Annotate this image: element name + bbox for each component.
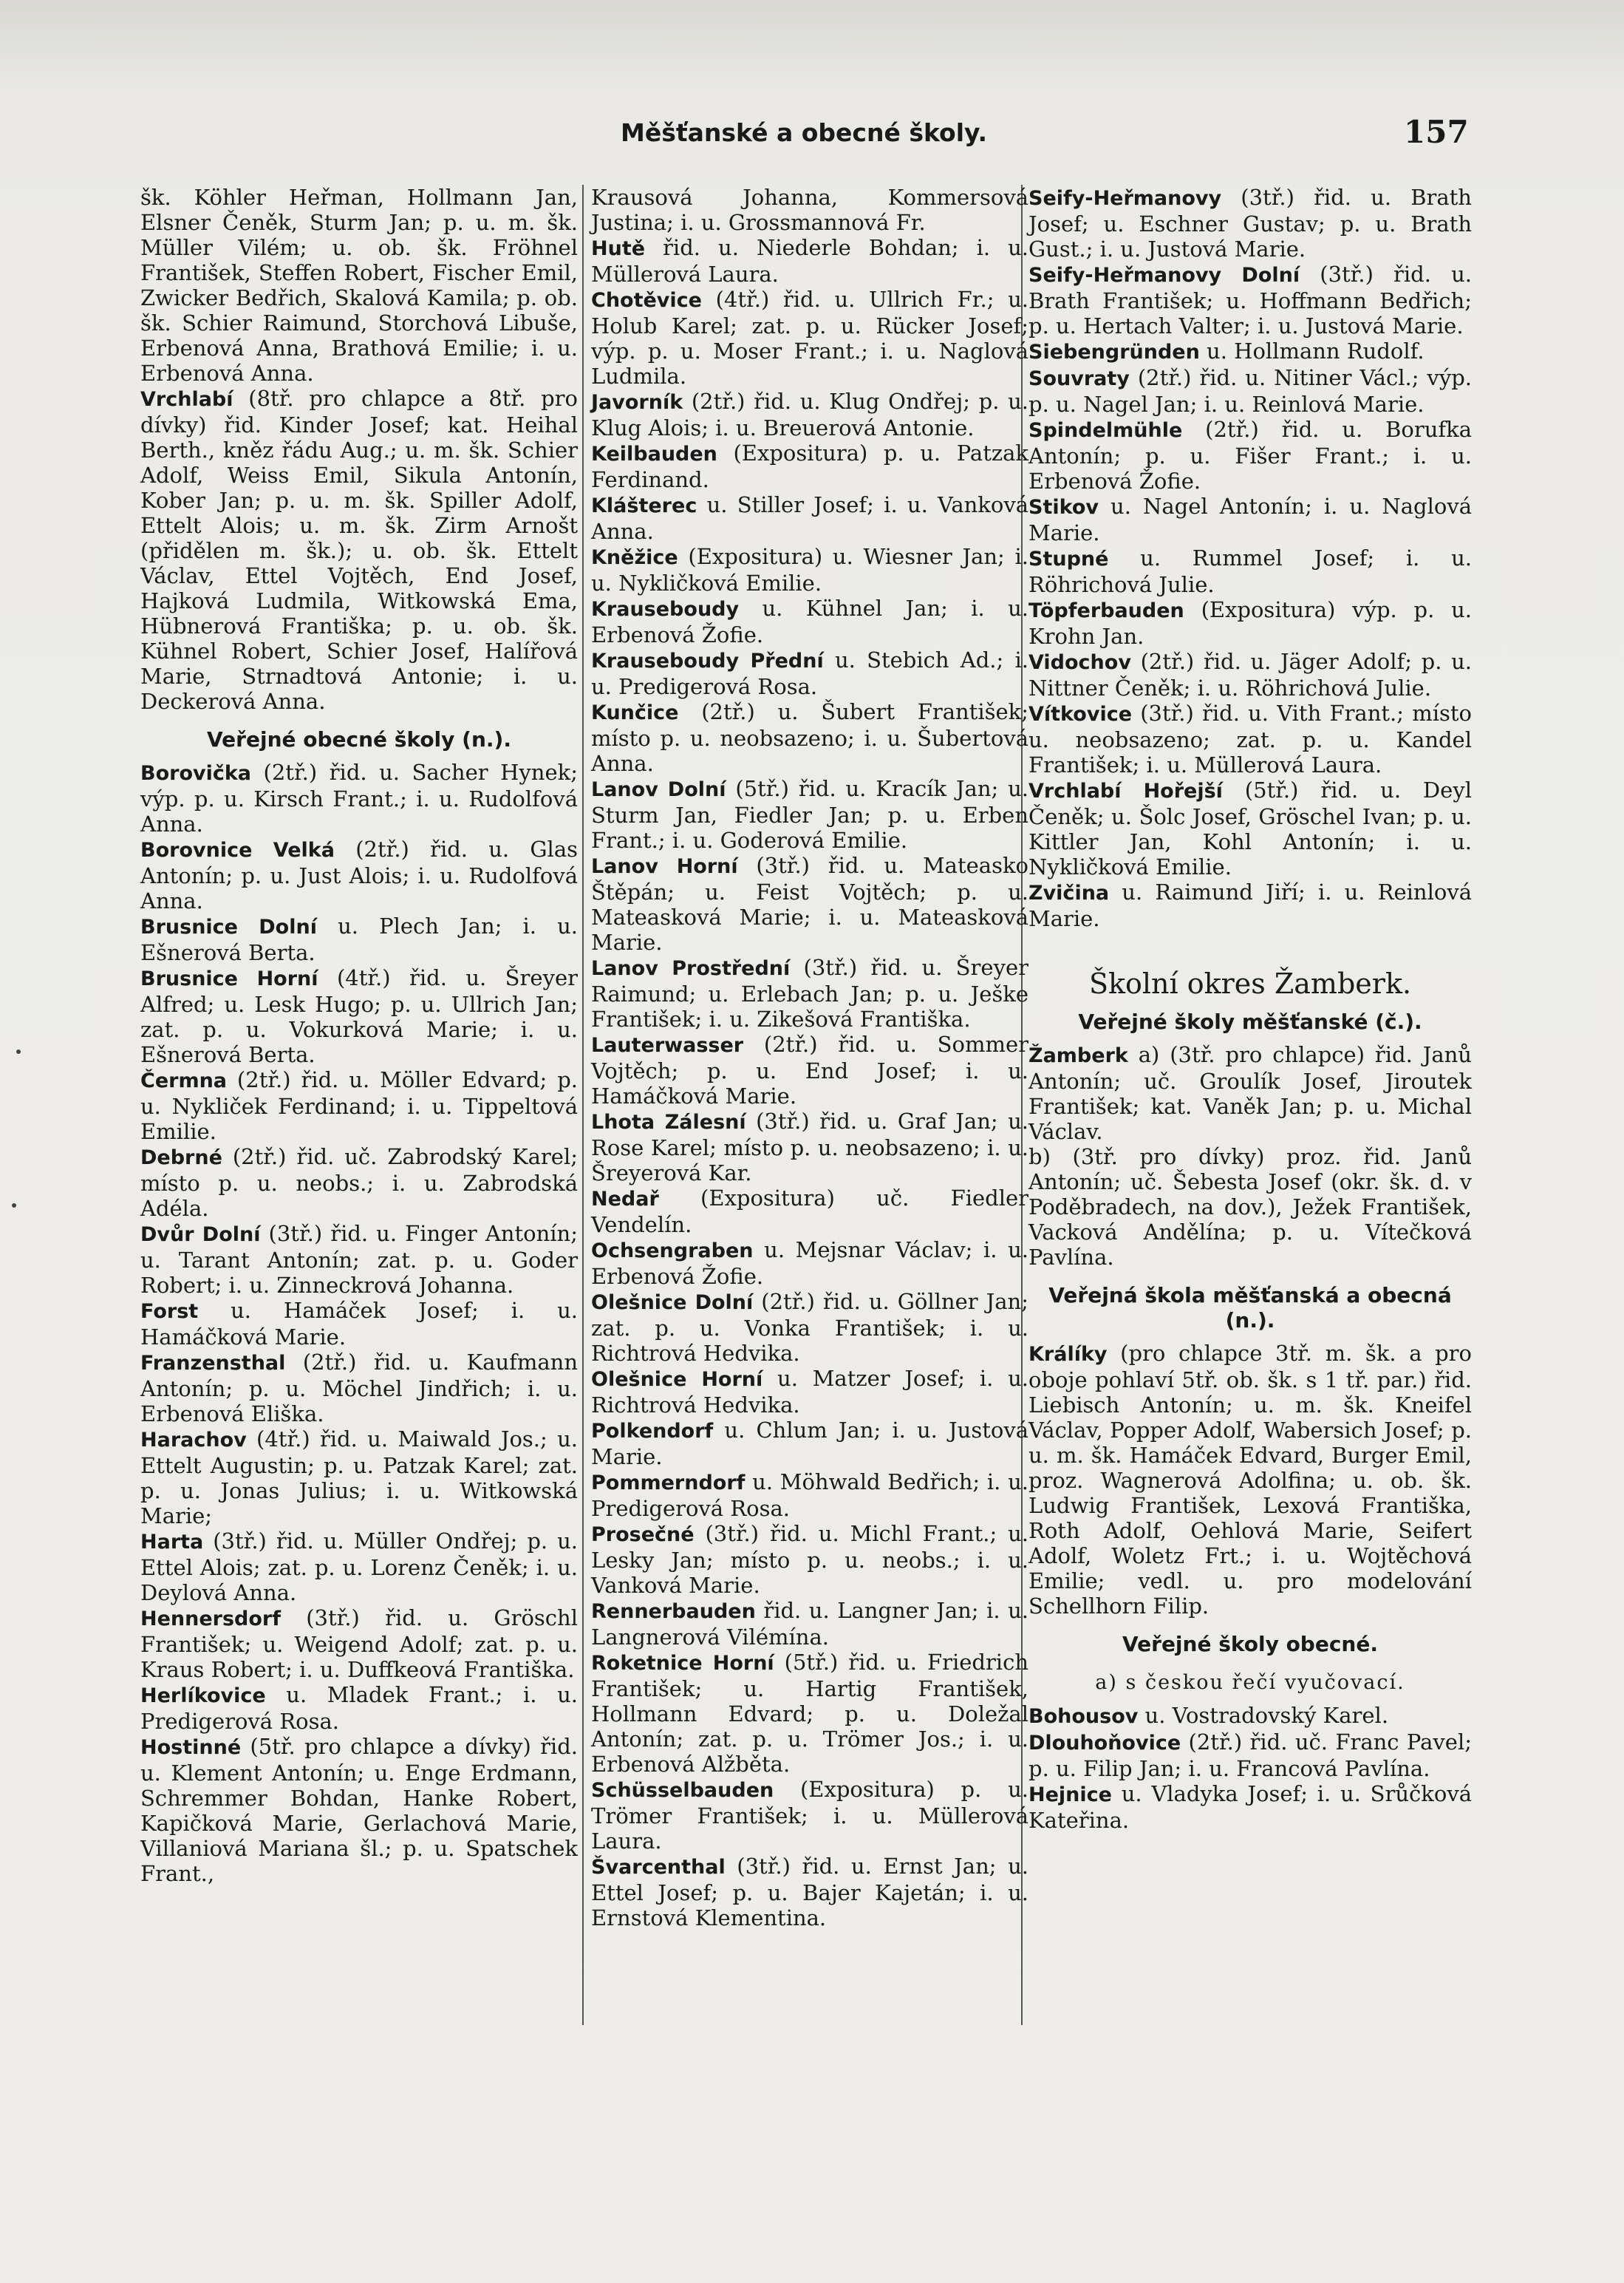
school-entry <box>1028 262 1472 338</box>
school-entry <box>591 1032 1028 1109</box>
place-name: Souvraty <box>1028 367 1130 390</box>
place-name: Herlíkovice <box>140 1684 266 1707</box>
school-entry <box>140 1067 578 1144</box>
page-number: 157 <box>1404 114 1469 150</box>
school-entry <box>591 596 1028 647</box>
place-name: Spindelmühle <box>1028 419 1183 442</box>
entry-text: (2tř.) řid. u. Möller Edvard; p. u. Nykliček Ferdinand; i. u. Tippeltová Emilie. <box>140 1067 578 1144</box>
continued-entry: šk. Köhler Heřman, Hollmann Jan, Elsner Čeněk, Sturm Jan; p. u. m. šk. Müller Vilém; u. ob. šk. Fröhnel František, Steffen Robert, Fischer Emil, Zwicker Bedřich, Skalová Kamila; p. ob. šk. Schier Raimund, Storchová Libuše, Erbenová Anna, Brathová Emilie; i. u. Erbenová Anna. <box>140 185 578 386</box>
school-entry <box>591 1366 1028 1418</box>
place-name: Ochsengraben <box>591 1239 754 1262</box>
school-entry <box>1028 778 1472 879</box>
entry-text: (5tř.) řid. u. Deyl Čeněk; u. Šolc Josef, Gröschel Ivan; p. u. Kittler Jan, Kohl Antonín; i. u. Nykličková Emilie. <box>1028 778 1472 879</box>
entry-text: (4tř.) řid. u. Šreyer Alfred; u. Lesk Hugo; p. u. Ullrich Jan; zat. p. u. Vokurková Marie; i. u. Ešnerová Berta. <box>140 965 578 1067</box>
section-heading: Veřejné školy obecné. <box>1122 1632 1378 1656</box>
school-entry <box>591 1185 1028 1237</box>
place-name: Hostinné <box>140 1736 242 1759</box>
place-name: Seify-Heřmanovy <box>1028 187 1222 210</box>
entry-text: (3tř.) řid. u. Mateasko Štěpán; u. Feist Vojtěch; p. u. Mateasková Marie; i. u. Mateasková Marie. <box>591 853 1028 955</box>
entry-text: (2tř.) řid. u. Nitiner Václ.; výp. p. u. Nagel Jan; i. u. Reinlová Marie. <box>1028 365 1472 417</box>
place-name: Brusnice Dolní <box>140 916 317 939</box>
place-name: Hutě <box>591 237 646 260</box>
school-entry <box>591 699 1028 776</box>
school-entry <box>1028 417 1472 494</box>
school-entry <box>140 1528 578 1605</box>
school-entry <box>591 287 1028 389</box>
school-entry <box>140 1350 578 1426</box>
school-entry <box>1028 649 1472 701</box>
place-name: Chotěvice <box>591 289 702 312</box>
place-name: Franzensthal <box>140 1352 286 1375</box>
entry-text: u. Matzer Josef; i. u. Richtrová Hedvika. <box>591 1366 1028 1418</box>
entry-text: u. Nagel Antonín; i. u. Naglová Marie. <box>1028 494 1472 545</box>
school-entry <box>591 776 1028 853</box>
school-entry <box>591 389 1028 440</box>
school-entry <box>1028 879 1472 931</box>
entry-text: (Expositura) p. u. Patzak Ferdinand. <box>591 440 1028 492</box>
school-entry <box>1028 701 1472 778</box>
entry-text: u. Hamáček Josef; i. u. Hamáčková Marie. <box>140 1298 578 1350</box>
entry-text: (3tř.) řid. u. Müller Ondřej; p. u. Ettel Alois; zat. p. u. Lorenz Čeněk; i. u. Deylová Anna. <box>140 1528 578 1605</box>
entry-text: (4tř.) řid. u. Maiwald Jos.; u. Ettelt Augustin; p. u. Patzak Karel; zat. p. u. Jonas Julius; i. u. Witkowská Marie; <box>140 1426 578 1528</box>
place-name: Olešnice Horní <box>591 1368 763 1391</box>
school-entry <box>591 853 1028 955</box>
place-name: Bohousov <box>1028 1705 1139 1728</box>
entry-text: (4tř.) řid. u. Ullrich Fr.; u. Holub Karel; zat. p. u. Rücker Josef; výp. p. u. Moser Frant.; i. u. Naglová Ludmila. <box>591 287 1028 389</box>
entry-text: (Expositura) výp. p. u. Krohn Jan. <box>1028 597 1472 649</box>
place-name: Vítkovice <box>1028 703 1133 726</box>
place-name: Hejnice <box>1028 1783 1112 1806</box>
entry-text: (2tř.) řid. uč. Zabrodský Karel; místo p. u. neobs.; i. u. Zabrodská Adéla. <box>140 1144 578 1221</box>
entry-text: u. Rummel Josef; i. u. Röhrichová Julie. <box>1028 545 1472 597</box>
school-entry <box>591 1469 1028 1521</box>
section-heading: Veřejné obecné školy (n.). <box>207 727 511 752</box>
place-name: Krauseboudy <box>591 598 740 621</box>
entry-text: (2tř.) řid. u. Borufka Antonín; p. u. Fišer Frant.; i. u. Erbenová Žofie. <box>1028 417 1472 494</box>
entry-text: (2tř.) řid. u. Glas Antonín; p. u. Just Alois; i. u. Rudolfová Anna. <box>140 837 579 913</box>
school-entry <box>591 1854 1028 1930</box>
place-name: Stupné <box>1028 548 1109 571</box>
place-name: Keilbauden <box>591 443 717 466</box>
entry-text: (2tř.) řid. uč. Franc Pavel; p. u. Filip Jan; i. u. Francová Pavlína. <box>1028 1729 1472 1781</box>
school-entry <box>591 955 1028 1032</box>
place-name: Schüsselbauden <box>591 1779 774 1802</box>
entry-text: u. Chlum Jan; i. u. Justová Marie. <box>591 1418 1028 1469</box>
entry-text: (2tř.) u. Šubert František; místo p. u. neobsazeno; i. u. Šubertová Anna. <box>591 699 1028 776</box>
entry-text: řid. u. Langner Jan; i. u. Langnerová Vilémína. <box>591 1598 1028 1650</box>
school-entry <box>1028 1042 1472 1144</box>
school-entry <box>591 1598 1028 1650</box>
place-name: Stikov <box>1028 496 1099 519</box>
entry-text: (2tř.) řid. u. Kaufmann Antonín; p. u. Möchel Jindřich; i. u. Erbenová Eliška. <box>140 1350 578 1426</box>
school-entry <box>140 1605 578 1682</box>
entry-text: u. Stebich Ad.; i. u. Predigerová Rosa. <box>591 647 1028 699</box>
place-name: Siebengründen <box>1028 341 1200 364</box>
school-entry <box>1028 185 1472 262</box>
place-name: Kněžice <box>591 546 678 569</box>
place-name: Zvičina <box>1028 882 1110 905</box>
place-name: Polkendorf <box>591 1420 714 1443</box>
column-right <box>1028 185 1472 1833</box>
school-entry <box>1028 545 1472 597</box>
entry-text: (3tř.) řid. u. Michl Frant.; u. Lesky Jan; místo p. u. neobs.; i. u. Vanková Marie. <box>591 1521 1028 1598</box>
place-name: Seify-Heřmanovy Dolní <box>1028 264 1300 287</box>
place-name: Borovnice Velká <box>140 839 335 862</box>
place-name: Vrchlabí <box>140 388 233 411</box>
school-entry <box>140 1144 578 1221</box>
continued-entry: Krausová Johanna, Kommersová Justina; i. u. Grossmannová Fr. <box>591 185 1028 235</box>
place-name: Klášterec <box>591 494 697 517</box>
entry-text: (Expositura) uč. Fiedler Vendelín. <box>591 1185 1028 1237</box>
school-entry <box>140 760 578 837</box>
place-name: Borovička <box>140 762 252 785</box>
entry-text: (Expositura) u. Wiesner Jan; i. u. Nykličková Emilie. <box>591 544 1028 596</box>
entry-text: u. Mladek Frant.; i. u. Predigerová Rosa. <box>140 1682 578 1734</box>
entry-text: u. Raimund Jiří; i. u. Reinlová Marie. <box>1028 879 1472 931</box>
entry-text: (5tř.) řid. u. Friedrich František; u. Hartig František, Hollmann Edvard; p. u. Doležal Antonín; zat. p. u. Trömer Jos.; i. u. Erbenová Alžběta. <box>591 1650 1029 1777</box>
entry-text: u. Vostradovský Karel. <box>1138 1703 1389 1728</box>
place-name: Lauterwasser <box>591 1034 744 1057</box>
entry-text: u. Kühnel Jan; i. u. Erbenová Žofie. <box>591 596 1028 647</box>
place-name: Krauseboudy Přední <box>591 650 824 673</box>
place-name: Lhota Zálesní <box>591 1111 746 1134</box>
school-entry: b) (3tř. pro dívky) proz. řid. Janů Antonín; uč. Šebesta Josef (okr. šk. d. v Poděbradech, na dov.), Ježek František, Vacková Andělína; p. u. Vítečková Pavlína. <box>1028 1144 1472 1270</box>
entry-text: (2tř.) řid. u. Göllner Jan; zat. p. u. Vonka František; i. u. Richtrová Hedvika. <box>591 1289 1028 1366</box>
entry-text: u. Vladyka Josef; i. u. Srůčková Kateřina. <box>1028 1781 1472 1833</box>
place-name: Čermna <box>140 1069 228 1092</box>
place-name: Olešnice Dolní <box>591 1291 754 1314</box>
place-name: Lanov Horní <box>591 855 738 878</box>
entry-text: (2tř.) řid. u. Jäger Adolf; p. u. Nittner Čeněk; i. u. Röhrichová Julie. <box>1028 649 1472 701</box>
place-name: Harta <box>140 1531 204 1554</box>
place-name: Pommerndorf <box>591 1471 746 1494</box>
place-name: Javorník <box>591 391 683 414</box>
school-entry <box>591 1237 1028 1289</box>
section-heading: Veřejná škola měšťanská a obecná (n.). <box>1048 1283 1452 1333</box>
place-name: Králíky <box>1028 1343 1108 1366</box>
entry-text: (3tř.) řid. u. Ernst Jan; u. Ettel Josef; p. u. Bajer Kajetán; i. u. Ernstová Klementina. <box>591 1854 1028 1930</box>
place-name: Harachov <box>140 1429 247 1452</box>
place-name: Töpferbauden <box>1028 599 1184 622</box>
school-entry <box>591 235 1028 287</box>
school-entry <box>140 1298 578 1350</box>
place-name: Lanov Dolní <box>591 778 726 801</box>
place-name: Forst <box>140 1300 199 1323</box>
place-name: Dvůr Dolní <box>140 1223 261 1246</box>
entry-text: (3tř.) řid. u. Gröschl František; u. Weigend Adolf; zat. p. u. Kraus Robert; i. u. Duffkeová Františka. <box>140 1605 578 1682</box>
place-name: Roketnice Horní <box>591 1652 774 1675</box>
entry-text: u. Möhwald Bedřich; i. u. Predigerová Rosa. <box>591 1469 1028 1521</box>
place-name: Dlouhoňovice <box>1028 1732 1181 1755</box>
place-name: Vrchlabí Hořejší <box>1028 780 1223 803</box>
school-entry <box>1028 338 1472 365</box>
place-name: Debrné <box>140 1146 222 1169</box>
page-header-title: Měšťanské a obecné školy. <box>621 118 988 147</box>
entry-text: (8tř. pro chlapce a 8tř. pro dívky) řid. Kinder Josef; kat. Heihal Berth., kněz řádu Aug.; u. m. šk. Schier Adolf, Weiss Emil, Sikula Antonín, Kober Jan; p. u. m. šk. Spiller Adolf, Ettelt Alois; u. m. šk. Zirm Arnošt (přidělen m. šk.); u. ob. šk. Ettelt Václav, Ettel Vojtěch, End Josef, Hajková Ludmila, Witkowská Ema, Hübnerová Františka; p. u. ob. šk. Kühnel Robert, Schier Josef, Halířová Marie, Strnadtová Antonie; i. u. Deckerová Anna. <box>140 386 578 714</box>
school-entry <box>140 913 578 965</box>
entry-text: (3tř.) řid. u. Finger Antonín; u. Tarant Antonín; zat. p. u. Goder Robert; i. u. Zinneckrová Johanna. <box>140 1221 578 1298</box>
entry-text: (2tř.) řid. u. Sommer Vojtěch; p. u. End Josef; i. u. Hamáčková Marie. <box>591 1032 1028 1109</box>
entry-text: a) (3tř. pro chlapce) řid. Janů Antonín; uč. Groulík Josef, Jiroutek František; kat. Vaněk Jan; p. u. Michal Václav. <box>1028 1042 1472 1144</box>
district-heading: Školní okres Žamberk. <box>1088 967 1412 1000</box>
entry-text: u. Stiller Josef; i. u. Vanková Anna. <box>591 492 1028 544</box>
place-name: Hennersdorf <box>140 1607 281 1630</box>
school-entry <box>140 1221 578 1298</box>
school-entry <box>591 1650 1028 1777</box>
school-entry <box>591 492 1028 544</box>
school-entry <box>1028 597 1472 649</box>
school-entry <box>140 1426 578 1528</box>
school-entry <box>591 544 1028 596</box>
entry-text: (3tř.) řid. u. Graf Jan; u. Rose Karel; místo p. u. neobsazeno; i. u. Šreyerová Kar. <box>591 1109 1029 1185</box>
entry-text: (3tř.) řid. u. Šreyer Raimund; u. Erlebach Jan; p. u. Ješke František; i. u. Zikešová Františka. <box>591 955 1028 1032</box>
entry-text: u. Hollmann Rudolf. <box>1199 338 1425 364</box>
school-entry <box>591 1777 1028 1854</box>
school-entry <box>140 1682 578 1734</box>
paper-speck <box>16 1049 21 1054</box>
paper-speck <box>12 1203 16 1208</box>
entry-text: u. Plech Jan; i. u. Ešnerová Berta. <box>140 913 579 965</box>
place-name: Brusnice Horní <box>140 967 318 990</box>
school-entry <box>1028 1341 1472 1619</box>
place-name: Žamberk <box>1028 1044 1128 1067</box>
place-name: Švarcenthal <box>591 1856 726 1879</box>
entry-text: u. Mejsnar Václav; i. u. Erbenová Žofie. <box>591 1237 1028 1289</box>
place-name: Kunčice <box>591 701 679 724</box>
school-entry <box>140 965 578 1067</box>
school-entry <box>1028 494 1472 545</box>
entry-text: (pro chlapce 3tř. m. šk. a pro oboje pohlaví 5tř. ob. šk. s 1 tř. par.) řid. Liebisch Antonín; u. m. šk. Kneifel Václav, Popper Adolf, Wabersich Josef; p. u. m. šk. Hamáček Edvard, Burger Emil, proz. Wagnerová Adolfina; u. ob. šk. Ludwig František, Lexová Františka, Roth Adolf, Oehlová Marie, Seifert Adolf, Woletz Frt.; i. u. Wojtěchová Emilie; vedl. u. pro modelování Schellhorn Filip. <box>1028 1341 1472 1619</box>
section-heading: Veřejné školy měšťanské (č.). <box>1078 1010 1422 1034</box>
school-entry <box>140 386 578 714</box>
school-entry <box>591 647 1028 699</box>
entry-text: (Expositura) p. u. Trömer František; i. u. Müllerová Laura. <box>591 1777 1028 1854</box>
school-entry <box>591 1289 1028 1366</box>
entry-text: řid. u. Niederle Bohdan; i. u. Müllerová Laura. <box>591 235 1028 287</box>
school-entry <box>591 440 1028 492</box>
school-entry <box>1028 1703 1472 1729</box>
school-entry <box>591 1109 1028 1185</box>
school-entry <box>140 837 578 913</box>
place-name: Rennerbauden <box>591 1600 756 1623</box>
place-name: Vidochov <box>1028 651 1131 674</box>
school-entry <box>591 1521 1028 1598</box>
entry-text: (3tř.) řid. u. Vith Frant.; místo u. neobsazeno; zat. p. u. Kandel František; i. u. Müllerová Laura. <box>1028 701 1472 778</box>
school-entry <box>140 1734 578 1886</box>
place-name: Nedař <box>591 1188 659 1211</box>
sub-heading: a) s českou řečí vyučovací. <box>1095 1671 1405 1694</box>
entry-text: (5tř. pro chlapce a dívky) řid. u. Klement Antonín; u. Enge Erdmann, Schremmer Bohdan, Hanke Robert, Kapičková Marie, Gerlachová Marie, Villaniová Mariana šl.; p. u. Spatschek Frant., <box>140 1734 578 1886</box>
place-name: Prosečné <box>591 1523 695 1546</box>
school-entry <box>591 1418 1028 1469</box>
entry-text: (3tř.) řid. u. Brath František; u. Hoffmann Bedřich; p. u. Hertach Valter; i. u. Justová Marie. <box>1028 262 1472 338</box>
entry-text: (2tř.) řid. u. Sacher Hynek; výp. p. u. Kirsch Frant.; i. u. Rudolfová Anna. <box>140 760 578 837</box>
entry-text: (2tř.) řid. u. Klug Ondřej; p. u. Klug Alois; i. u. Breuerová Antonie. <box>591 389 1028 440</box>
place-name: Lanov Prostřední <box>591 957 791 980</box>
column-middle <box>591 185 1028 1930</box>
entry-text: (5tř.) řid. u. Kracík Jan; u. Sturm Jan, Fiedler Jan; p. u. Erben Frant.; i. u. Goderová Emilie. <box>591 776 1029 853</box>
school-entry <box>1028 365 1472 417</box>
school-entry <box>1028 1781 1472 1833</box>
entry-text: (3tř.) řid. u. Brath Josef; u. Eschner Gustav; p. u. Brath Gust.; i. u. Justová Marie. <box>1028 185 1472 262</box>
column-divider <box>582 185 584 2025</box>
school-entry <box>1028 1729 1472 1781</box>
column-left <box>140 185 578 1886</box>
